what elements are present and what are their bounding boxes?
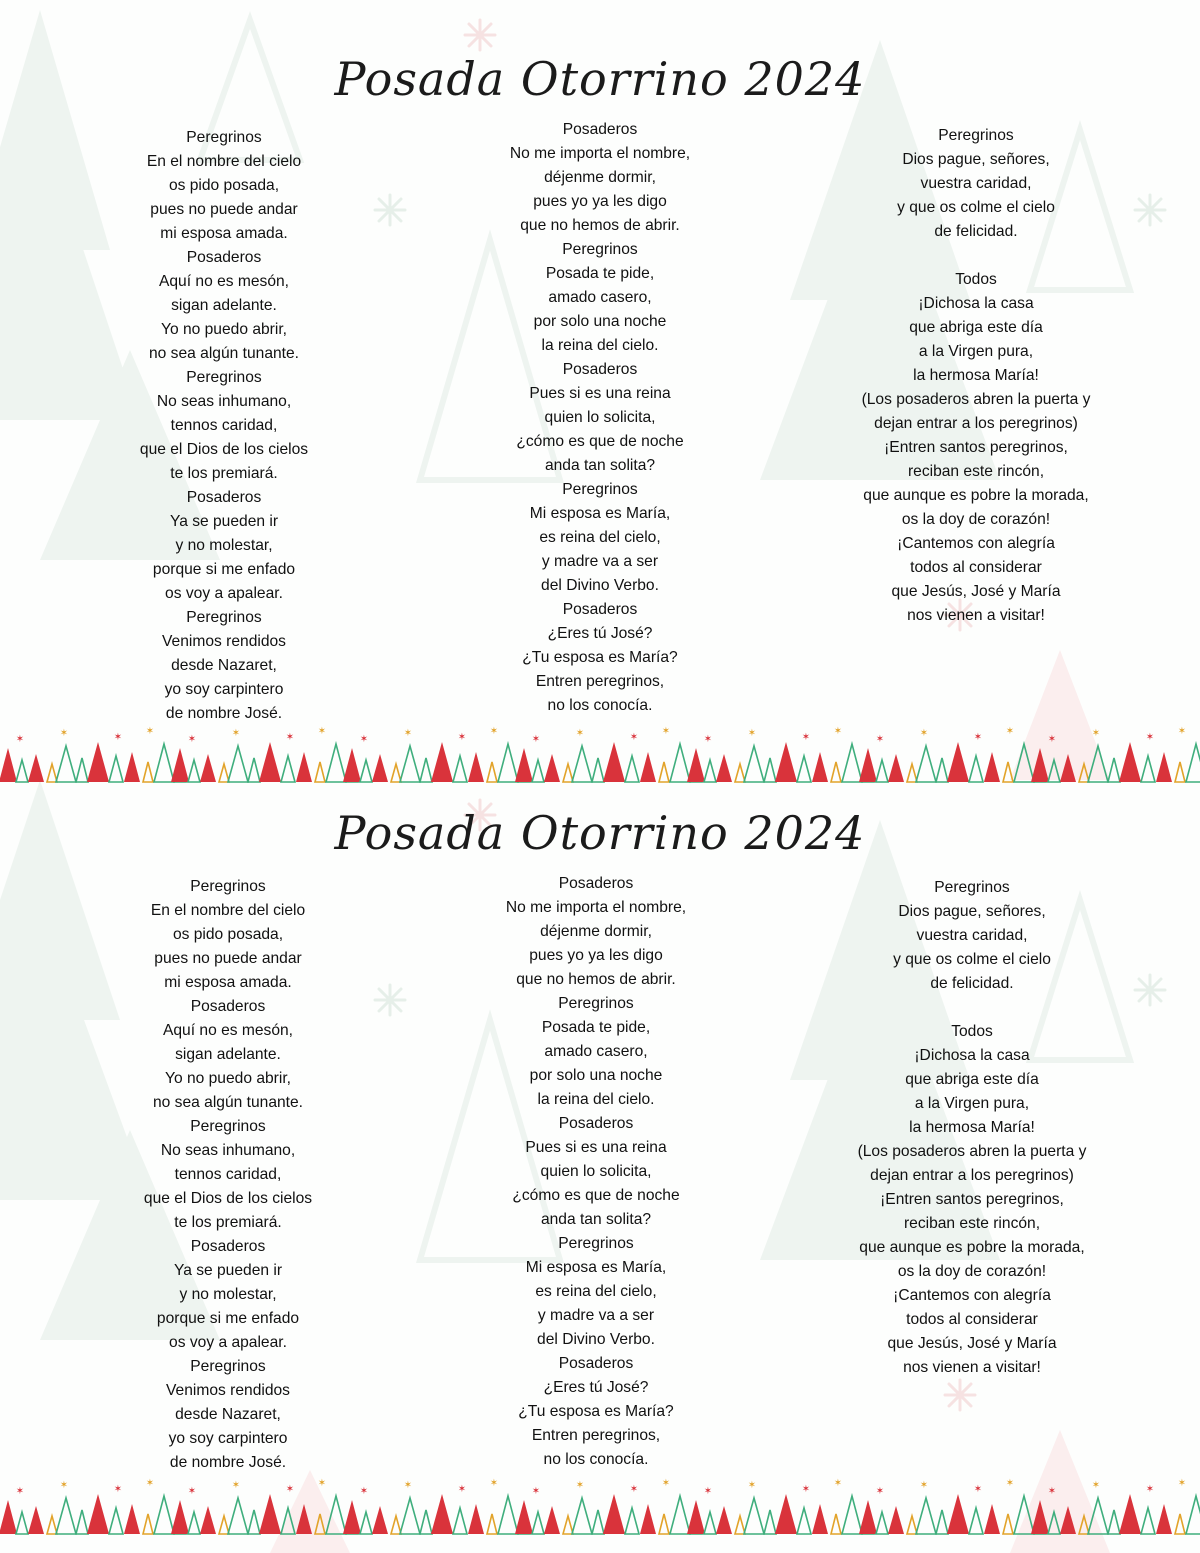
speaker-label: Posaderos bbox=[186, 249, 262, 266]
tree-icon bbox=[315, 1514, 325, 1534]
star-icon: ✶ bbox=[1091, 1480, 1101, 1491]
lyric-line: vuestra caridad, bbox=[920, 175, 1032, 192]
tree-icon bbox=[1088, 1498, 1108, 1534]
lyric-line: porque si me enfado bbox=[156, 1310, 300, 1327]
speaker-label: Peregrinos bbox=[562, 241, 638, 258]
lyric-line: os la doy de corazón! bbox=[897, 1263, 1047, 1280]
tree-icon bbox=[400, 1498, 420, 1534]
tree-icon bbox=[76, 1510, 88, 1534]
star-icon: ✶ bbox=[973, 1484, 983, 1495]
tree-icon bbox=[797, 1508, 811, 1534]
star-icon: ✶ bbox=[403, 728, 413, 739]
tree-icon bbox=[592, 1510, 604, 1534]
tree-icon bbox=[1079, 1516, 1089, 1534]
lyric-line: Aquí no es mesón, bbox=[162, 1022, 294, 1039]
lyric-line: No me importa el nombre, bbox=[509, 145, 691, 162]
lyric-line: yo soy carpintero bbox=[164, 681, 284, 698]
lyric-line: Yo no puedo abrir, bbox=[160, 321, 287, 338]
tree-icon bbox=[532, 1512, 544, 1534]
lyric-line: todos al considerar bbox=[906, 1311, 1038, 1328]
star-icon: ✶ bbox=[1047, 734, 1057, 745]
tree-icon bbox=[360, 1512, 372, 1534]
tree-icon bbox=[219, 1516, 229, 1534]
lyric-line: sigan adelante. bbox=[175, 1046, 281, 1063]
tree-icon bbox=[1175, 1514, 1185, 1534]
lyric-line: la reina del cielo. bbox=[537, 1091, 655, 1108]
star-icon: ✶ bbox=[113, 1484, 123, 1495]
star-icon: ✶ bbox=[187, 734, 197, 745]
star-icon: ✶ bbox=[629, 732, 639, 743]
tree-icon bbox=[859, 1500, 877, 1534]
lyric-line: os pido posada, bbox=[168, 177, 280, 194]
lyric-line: déjenme dormir, bbox=[540, 923, 652, 940]
page-title: Posada Otorrino 2024 bbox=[334, 806, 866, 860]
lyric-line: no sea algún tunante. bbox=[149, 345, 299, 362]
star-icon: ✶ bbox=[747, 1480, 757, 1491]
tree-icon bbox=[687, 1500, 705, 1534]
lyric-line: ¿Eres tú José? bbox=[543, 1379, 649, 1396]
lyric-line: os voy a apalear. bbox=[169, 1334, 287, 1351]
lyric-line: No me importa el nombre, bbox=[505, 899, 687, 916]
star-icon: ✶ bbox=[145, 726, 155, 737]
lyric-line: Venimos rendidos bbox=[166, 1382, 290, 1399]
lyric-line: de nombre José. bbox=[165, 705, 283, 722]
lyric-line: no sea algún tunante. bbox=[153, 1094, 303, 1111]
star-icon: ✶ bbox=[317, 726, 327, 737]
tree-icon bbox=[281, 1508, 295, 1534]
tree-icon bbox=[716, 1506, 732, 1534]
lyric-line: del Divino Verbo. bbox=[541, 577, 659, 594]
speaker-label: Posaderos bbox=[558, 875, 634, 892]
tree-icon bbox=[154, 1496, 174, 1534]
tree-icon bbox=[888, 1506, 904, 1534]
lyric-line: no los conocía. bbox=[543, 1451, 649, 1468]
lyric-line: a la Virgen pura, bbox=[914, 1095, 1030, 1112]
star-icon: ✶ bbox=[919, 728, 929, 739]
lyric-line: ¡Dichosa la casa bbox=[918, 295, 1034, 312]
lyric-line: de felicidad. bbox=[934, 223, 1018, 240]
lyric-line: ¡Cantemos con alegría bbox=[897, 535, 1055, 552]
lyric-line: pues no puede andar bbox=[150, 201, 298, 218]
tree-icon bbox=[1119, 1494, 1141, 1534]
tree-icon bbox=[372, 1506, 388, 1534]
tree-icon bbox=[259, 1494, 281, 1534]
lyric-line: te los premiará. bbox=[174, 1214, 282, 1231]
lyric-line: que no hemos de abrir. bbox=[520, 217, 680, 234]
lyric-line: de felicidad. bbox=[930, 975, 1014, 992]
tree-icon bbox=[984, 1504, 1000, 1534]
tree-icon bbox=[326, 1496, 346, 1534]
speaker-label: Posaderos bbox=[190, 1238, 266, 1255]
speaker-label: Peregrinos bbox=[558, 995, 634, 1012]
lyric-line: que abriga este día bbox=[905, 1071, 1039, 1088]
tree-icon bbox=[1003, 1514, 1013, 1534]
star-icon: ✶ bbox=[359, 1486, 369, 1497]
lyric-line: no los conocía. bbox=[547, 697, 653, 714]
speaker-label: Peregrinos bbox=[934, 879, 1010, 896]
star-icon: ✶ bbox=[833, 726, 843, 737]
star-icon: ✶ bbox=[801, 1484, 811, 1495]
tree-icon bbox=[431, 1494, 453, 1534]
star-icon: ✶ bbox=[1005, 726, 1015, 737]
lyric-line: Posada te pide, bbox=[545, 265, 655, 282]
speaker-label: Peregrinos bbox=[938, 127, 1014, 144]
star-icon: ✶ bbox=[59, 728, 69, 739]
lyric-line: No seas inhumano, bbox=[160, 1142, 296, 1159]
star-icon: ✶ bbox=[875, 734, 885, 745]
speaker-label: Posaderos bbox=[190, 998, 266, 1015]
lyric-line: anda tan solita? bbox=[540, 1211, 652, 1228]
star-icon: ✶ bbox=[145, 1478, 155, 1489]
tree-icon bbox=[544, 1506, 560, 1534]
posada-section-bottom bbox=[0, 776, 1200, 1552]
lyric-line: a la Virgen pura, bbox=[918, 343, 1034, 360]
lyric-line: desde Nazaret, bbox=[171, 657, 277, 674]
lyric-line: la hermosa María! bbox=[909, 1119, 1035, 1136]
speaker-label: Posaderos bbox=[562, 601, 638, 618]
lyric-line: Mi esposa es María, bbox=[529, 505, 671, 522]
tree-icon bbox=[1031, 1500, 1049, 1534]
lyric-line: de nombre José. bbox=[169, 1454, 287, 1471]
speaker-label: Posaderos bbox=[186, 489, 262, 506]
lyric-line: (Los posaderos abren la puerta y bbox=[857, 1143, 1087, 1160]
lyric-line: dejan entrar a los peregrinos) bbox=[870, 1167, 1074, 1184]
tree-icon bbox=[907, 1516, 917, 1534]
lyric-line: y no molestar, bbox=[175, 537, 273, 554]
star-icon: ✶ bbox=[231, 728, 241, 739]
star-icon: ✶ bbox=[113, 732, 123, 743]
lyric-line: que Jesús, José y María bbox=[891, 583, 1061, 600]
lyric-line: nos vienen a visitar! bbox=[903, 1359, 1041, 1376]
lyric-line: nos vienen a visitar! bbox=[907, 607, 1045, 624]
tree-icon bbox=[936, 1510, 948, 1534]
lyric-line: que el Dios de los cielos bbox=[139, 441, 309, 458]
star-icon: ✶ bbox=[285, 732, 295, 743]
tree-icon bbox=[515, 1500, 533, 1534]
lyric-line: la reina del cielo. bbox=[541, 337, 659, 354]
speaker-label: Peregrinos bbox=[190, 1358, 266, 1375]
tree-icon bbox=[143, 1514, 153, 1534]
lyric-line: No seas inhumano, bbox=[156, 393, 292, 410]
lyric-line: En el nombre del cielo bbox=[150, 902, 306, 919]
star-icon: ✶ bbox=[661, 726, 671, 737]
lyric-line: desde Nazaret, bbox=[175, 1406, 281, 1423]
lyric-line: Aquí no es mesón, bbox=[158, 273, 290, 290]
star-icon: ✶ bbox=[1177, 726, 1187, 737]
tree-icon bbox=[453, 1508, 467, 1534]
tree-icon bbox=[1014, 1496, 1034, 1534]
star-icon: ✶ bbox=[629, 1484, 639, 1495]
lyric-line: tennos caridad, bbox=[174, 1166, 282, 1183]
tree-icon bbox=[56, 1498, 76, 1534]
posada-section-top bbox=[0, 0, 1200, 776]
lyric-line: En el nombre del cielo bbox=[146, 153, 302, 170]
stanza-break bbox=[826, 244, 1126, 268]
lyric-line: anda tan solita? bbox=[544, 457, 656, 474]
star-icon: ✶ bbox=[531, 1486, 541, 1497]
speaker-label: Posaderos bbox=[558, 1355, 634, 1372]
lyric-line: tennos caridad, bbox=[170, 417, 278, 434]
lyric-line: reciban este rincón, bbox=[907, 463, 1045, 480]
lyric-line: Posada te pide, bbox=[541, 1019, 651, 1036]
lyric-line: pues yo ya les digo bbox=[529, 947, 663, 964]
lyric-line: ¿Tu esposa es María? bbox=[522, 649, 678, 666]
tree-icon bbox=[1048, 1512, 1060, 1534]
lyric-line: Entren peregrinos, bbox=[535, 673, 665, 690]
lyric-line: es reina del cielo, bbox=[539, 529, 661, 546]
lyric-line: Pues si es una reina bbox=[525, 1139, 667, 1156]
tree-icon bbox=[343, 1500, 361, 1534]
lyric-line: que no hemos de abrir. bbox=[516, 971, 676, 988]
star-icon: ✶ bbox=[59, 1480, 69, 1491]
lyrics-column-2 bbox=[446, 872, 746, 1472]
star-icon: ✶ bbox=[231, 1480, 241, 1491]
star-icon: ✶ bbox=[919, 1480, 929, 1491]
tree-icon bbox=[916, 1498, 936, 1534]
lyric-line: y que os colme el cielo bbox=[893, 951, 1051, 968]
star-icon: ✶ bbox=[359, 734, 369, 745]
lyric-line: porque si me enfado bbox=[152, 561, 296, 578]
tree-icon bbox=[296, 1504, 312, 1534]
lyric-line: Dios pague, señores, bbox=[898, 903, 1046, 920]
tree-icon bbox=[625, 1508, 639, 1534]
tree-icon bbox=[498, 1496, 518, 1534]
lyric-line: por solo una noche bbox=[533, 313, 667, 330]
star-icon: ✶ bbox=[457, 732, 467, 743]
star-icon: ✶ bbox=[187, 1486, 197, 1497]
tree-icon bbox=[831, 1514, 841, 1534]
speaker-label: Peregrinos bbox=[186, 129, 262, 146]
lyric-line: que aunque es pobre la morada, bbox=[863, 487, 1089, 504]
lyrics-column-1 bbox=[74, 126, 374, 726]
star-icon: ✶ bbox=[457, 1484, 467, 1495]
star-icon: ✶ bbox=[489, 1478, 499, 1489]
speaker-label: Posaderos bbox=[562, 121, 638, 138]
lyric-line: es reina del cielo, bbox=[535, 1283, 657, 1300]
lyrics-column-1 bbox=[78, 875, 378, 1475]
tree-icon bbox=[1060, 1506, 1076, 1534]
lyric-line: que abriga este día bbox=[909, 319, 1043, 336]
star-icon: ✶ bbox=[801, 732, 811, 743]
lyric-line: y no molestar, bbox=[179, 1286, 277, 1303]
lyric-line: (Los posaderos abren la puerta y bbox=[861, 391, 1091, 408]
tree-icon bbox=[109, 1508, 123, 1534]
lyric-line: Yo no puedo abrir, bbox=[164, 1070, 291, 1087]
lyric-line: Venimos rendidos bbox=[162, 633, 286, 650]
speaker-label: Peregrinos bbox=[186, 369, 262, 386]
star-icon: ✶ bbox=[973, 732, 983, 743]
tree-icon bbox=[735, 1516, 745, 1534]
star-icon: ✶ bbox=[285, 1484, 295, 1495]
lyric-line: ¡Cantemos con alegría bbox=[893, 1287, 1051, 1304]
lyric-line: amado casero, bbox=[544, 1043, 648, 1060]
speaker-label: Peregrinos bbox=[190, 1118, 266, 1135]
speaker-label: Peregrinos bbox=[558, 1235, 634, 1252]
tree-icon bbox=[969, 1508, 983, 1534]
tree-icon bbox=[391, 1516, 401, 1534]
lyric-line: déjenme dormir, bbox=[544, 169, 656, 186]
page-title: Posada Otorrino 2024 bbox=[334, 52, 866, 106]
lyric-line: mi esposa amada. bbox=[160, 225, 288, 242]
tree-icon bbox=[124, 1504, 140, 1534]
tree-icon bbox=[640, 1504, 656, 1534]
speaker-label: Posaderos bbox=[558, 1115, 634, 1132]
star-icon: ✶ bbox=[703, 734, 713, 745]
star-icon: ✶ bbox=[661, 1478, 671, 1489]
lyric-line: ¡Entren santos peregrinos, bbox=[884, 439, 1068, 456]
star-icon: ✶ bbox=[15, 734, 25, 745]
tree-icon bbox=[603, 1494, 625, 1534]
lyric-line: ¡Dichosa la casa bbox=[914, 1047, 1030, 1064]
lyric-line: y madre va a ser bbox=[537, 1307, 655, 1324]
lyric-line: reciban este rincón, bbox=[903, 1215, 1041, 1232]
lyric-line: ¡Entren santos peregrinos, bbox=[880, 1191, 1064, 1208]
lyric-line: sigan adelante. bbox=[171, 297, 277, 314]
tree-icon bbox=[28, 1506, 44, 1534]
tree-icon bbox=[704, 1512, 716, 1534]
lyric-line: Entren peregrinos, bbox=[531, 1427, 661, 1444]
tree-icon bbox=[171, 1500, 189, 1534]
tree-icon bbox=[670, 1496, 690, 1534]
star-icon: ✶ bbox=[575, 1480, 585, 1491]
star-icon: ✶ bbox=[317, 1478, 327, 1489]
star-icon: ✶ bbox=[575, 728, 585, 739]
stanza-break bbox=[822, 996, 1122, 1020]
tree-icon bbox=[775, 1494, 797, 1534]
lyric-line: pues no puede andar bbox=[154, 950, 302, 967]
tree-icon bbox=[947, 1494, 969, 1534]
tree-icon bbox=[842, 1496, 862, 1534]
lyrics-column-3 bbox=[826, 124, 1126, 628]
star-icon: ✶ bbox=[1091, 728, 1101, 739]
tree-icon bbox=[0, 1500, 17, 1534]
tree-icon bbox=[16, 1512, 28, 1534]
star-icon: ✶ bbox=[1145, 732, 1155, 743]
lyric-line: y que os colme el cielo bbox=[897, 199, 1055, 216]
lyric-line: pues yo ya les digo bbox=[533, 193, 667, 210]
tree-icon bbox=[420, 1510, 432, 1534]
tree-icon bbox=[248, 1510, 260, 1534]
tree-icon bbox=[200, 1506, 216, 1534]
tree-icon bbox=[87, 1494, 109, 1534]
lyric-line: yo soy carpintero bbox=[168, 1430, 288, 1447]
tree-icon bbox=[876, 1512, 888, 1534]
star-icon: ✶ bbox=[15, 1486, 25, 1497]
star-icon: ✶ bbox=[489, 726, 499, 737]
lyric-line: os pido posada, bbox=[172, 926, 284, 943]
lyric-line: vuestra caridad, bbox=[916, 927, 1028, 944]
lyric-line: ¿Tu esposa es María? bbox=[518, 1403, 674, 1420]
tree-icon bbox=[468, 1504, 484, 1534]
speaker-label: Peregrinos bbox=[562, 481, 638, 498]
lyric-line: y madre va a ser bbox=[541, 553, 659, 570]
star-icon: ✶ bbox=[531, 734, 541, 745]
lyric-line: Ya se pueden ir bbox=[169, 513, 279, 530]
lyric-line: que el Dios de los cielos bbox=[143, 1190, 313, 1207]
lyric-line: todos al considerar bbox=[910, 559, 1042, 576]
tree-icon bbox=[764, 1510, 776, 1534]
lyric-line: ¿cómo es que de noche bbox=[516, 433, 684, 450]
tree-icon bbox=[744, 1498, 764, 1534]
tree-icon bbox=[47, 1516, 57, 1534]
lyrics-column-2 bbox=[450, 118, 750, 718]
tree-icon bbox=[572, 1498, 592, 1534]
lyric-line: os la doy de corazón! bbox=[901, 511, 1051, 528]
lyric-line: Ya se pueden ir bbox=[173, 1262, 283, 1279]
speaker-label: Peregrinos bbox=[186, 609, 262, 626]
star-icon: ✶ bbox=[747, 728, 757, 739]
lyric-line: te los premiará. bbox=[170, 465, 278, 482]
tree-icon bbox=[188, 1512, 200, 1534]
tree-icon bbox=[1156, 1504, 1172, 1534]
lyric-line: que aunque es pobre la morada, bbox=[859, 1239, 1085, 1256]
lyric-line: amado casero, bbox=[548, 289, 652, 306]
lyric-line: mi esposa amada. bbox=[164, 974, 292, 991]
speaker-label: Posaderos bbox=[562, 361, 638, 378]
speaker-label: Peregrinos bbox=[190, 878, 266, 895]
lyric-line: os voy a apalear. bbox=[165, 585, 283, 602]
lyric-line: la hermosa María! bbox=[913, 367, 1039, 384]
star-icon: ✶ bbox=[833, 1478, 843, 1489]
tree-icon bbox=[659, 1514, 669, 1534]
tree-icon bbox=[1141, 1508, 1155, 1534]
tree-icon bbox=[812, 1504, 828, 1534]
lyric-line: quien lo solicita, bbox=[540, 1163, 652, 1180]
tree-icon bbox=[1108, 1510, 1120, 1534]
lyric-line: quien lo solicita, bbox=[544, 409, 656, 426]
christmas-tree-border bbox=[0, 1478, 1200, 1538]
star-icon: ✶ bbox=[1047, 1486, 1057, 1497]
star-icon: ✶ bbox=[1177, 1478, 1187, 1489]
lyric-line: dejan entrar a los peregrinos) bbox=[874, 415, 1078, 432]
star-icon: ✶ bbox=[703, 1486, 713, 1497]
tree-icon bbox=[487, 1514, 497, 1534]
lyric-line: Pues si es una reina bbox=[529, 385, 671, 402]
lyric-line: Mi esposa es María, bbox=[525, 1259, 667, 1276]
lyric-line: por solo una noche bbox=[529, 1067, 663, 1084]
lyric-line: que Jesús, José y María bbox=[887, 1335, 1057, 1352]
star-icon: ✶ bbox=[1005, 1478, 1015, 1489]
tree-icon bbox=[228, 1498, 248, 1534]
star-icon: ✶ bbox=[875, 1486, 885, 1497]
lyric-line: ¿Eres tú José? bbox=[547, 625, 653, 642]
speaker-label: Todos bbox=[955, 271, 997, 288]
lyric-line: del Divino Verbo. bbox=[537, 1331, 655, 1348]
lyric-line: Dios pague, señores, bbox=[902, 151, 1050, 168]
speaker-label: Todos bbox=[951, 1023, 993, 1040]
tree-icon bbox=[563, 1516, 573, 1534]
tree-icon bbox=[1186, 1496, 1200, 1534]
star-icon: ✶ bbox=[403, 1480, 413, 1491]
star-icon: ✶ bbox=[1145, 1484, 1155, 1495]
lyrics-column-3 bbox=[822, 876, 1122, 1380]
lyric-line: ¿cómo es que de noche bbox=[512, 1187, 680, 1204]
